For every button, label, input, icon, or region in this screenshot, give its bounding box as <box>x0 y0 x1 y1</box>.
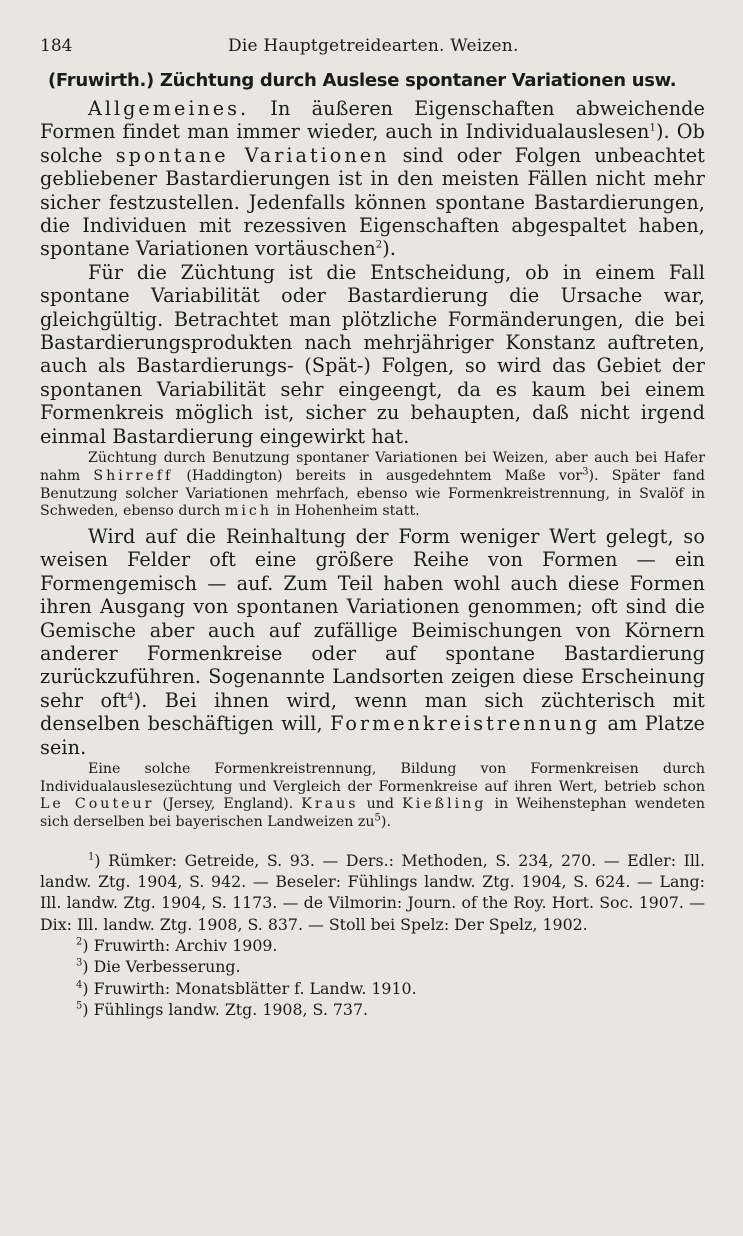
paragraph-3 <box>40 525 705 759</box>
text-run: In äußeren Eigenschaften abweichende Formen findet man immer wieder, auch in Individualauslesen <box>40 97 705 144</box>
running-header <box>40 36 705 66</box>
text-run: ). Ob solche <box>40 120 705 167</box>
text-run: (Jersey, England). <box>154 796 302 813</box>
text-run: ). Später fand Benutzung solcher Variationen mehrfach, ebenso wie Formenkreistrennung, in Svalöf in Schweden, ebenso durch <box>40 467 705 520</box>
footnote-text: Die Verbesserung. <box>93 957 241 977</box>
text-run: in Weihenstephan wendeten sich derselben bei bayerischen Landweizen zu <box>40 796 705 831</box>
text-run: am Platze sein. <box>40 712 705 759</box>
footnote-ref-5: 5 <box>374 812 381 824</box>
paragraph-1 <box>40 97 705 261</box>
footnote-text: Fruwirth: Archiv 1909. <box>93 935 278 955</box>
footnote-2: $^2$) Fruwirth: Archiv 1909. <box>76 935 278 955</box>
footnote-5: $^5$) Fühlings landw. Ztg. 1908, S. 737. <box>76 999 369 1019</box>
person-name: Shirreff <box>93 467 174 484</box>
footnote-mark: 3 <box>76 958 83 969</box>
person-name: mich <box>224 503 272 520</box>
running-title: Die Hauptgetreidearten. Weizen. <box>228 36 519 56</box>
section-title: (Fruwirth.) Züchtung durch Auslese spontaner Variationen usw. <box>48 70 677 91</box>
footnote-text: Fruwirth: Monatsblätter f. Landw. 1910. <box>93 978 417 998</box>
text-run: ). Bei ihnen wird, wenn man sich züchterisch mit denselben beschäftigen will, <box>40 688 705 736</box>
main-text-2 <box>40 525 705 759</box>
footnote-ref-3: 3 <box>582 466 589 478</box>
footnote-mark: 1 <box>88 851 95 863</box>
person-name: Kießling <box>402 796 487 813</box>
text-run: Eine solche Formenkreistrennung, Bildung von Formenkreisen durch Individualauslesezüchtung und Vergleich der Formenkreise auf ihren Wert, betrieb schon <box>40 760 705 795</box>
footnote-1: $^1$) Rümker: Getreide, S. 93. — Ders.: Methoden, S. 234, 270. — Edler: Ill. landw. Ztg. 1904, S. 942. — Beseler: Fühlings landw. Ztg. 1904, S. 624. — Lang: Ill. landw. Ztg. 1904, S. 1173. — de Vilmorin: Journ. of the Roy. Hort. Soc. 1907. — Dix: Ill. landw. Ztg. 1908, S. 837. — Stoll bei Spelz: Der Spelz, 1902. <box>40 850 706 934</box>
footnote-ref-1: 1 <box>649 123 656 135</box>
text-run: Wird auf die Reinhaltung der Form weniger Wert gelegt, so weisen Felder oft eine größere Reihe von Formen — ein Formengemisch — auf. Zum Teil haben wohl auch diese Formen ihren Ausgang von spontanen Variationen genommen; oft sind die Gemische aber auch auf zufällige Beimischungen von Körnern anderer Formenkreise oder auf spontane Bastardierung zurückzuführen. Sogenannte Landsorten zeigen diese Erscheinung sehr oft <box>40 524 705 712</box>
small-print-1 <box>40 450 705 521</box>
person-name: Kraus <box>301 796 359 813</box>
page-number: 184 <box>40 36 73 56</box>
footnote-text: Rümker: Getreide, S. 93. — Ders.: Methoden, S. 234, 270. — Edler: Ill. landw. Ztg. 1904, S. 942. — Beseler: Fühlings landw. Ztg. 1904, S. 624. — Lang: Ill. landw. Ztg. 1904, S. 1173. — de Vilmorin: Journ. of the Roy. Hort. Soc. 1907. — Dix: Ill. landw. Ztg. 1908, S. 837. — Stoll bei Spelz: Der Spelz, 1902. <box>40 850 706 934</box>
text-run: Züchtung durch Benutzung spontaner Variationen bei Weizen, aber auch bei Hafer nahm <box>40 450 705 484</box>
text-run: ). <box>380 814 391 831</box>
text-run: in Hohenheim statt. <box>272 503 420 520</box>
footnote-text: Fühlings landw. Ztg. 1908, S. 737. <box>93 999 369 1019</box>
text-run: (Haddington) bereits in ausgedehntem Maße vor <box>173 467 583 484</box>
footnote-mark: 4 <box>76 979 83 991</box>
small-paragraph-1 <box>40 450 705 521</box>
text-run: ). <box>382 237 397 261</box>
small-paragraph-2 <box>40 761 705 832</box>
footnote-3: $^3$) Die Verbesserung. <box>76 957 241 977</box>
spaced-term: Formenkreistrennung <box>330 712 601 736</box>
paragraph-2: Für die Züchtung ist die Entscheidung, ob in einem Fall spontane Variabilität oder Bastardierung die Ursache war, gleichgültig. Betrachtet man plötzliche Formänderungen, die bei Bastardierungsprodukten nach mehrjähriger Konstanz auftreten, auch als Bastardierungs- (Spät-) Folgen, so wird das Gebiet der spontanen Variabilität sehr eingeengt, da es kaum bei einem Formenkreis möglich ist, sicher zu behaupten, daß nicht irgend einmal Bastardierung eingewirkt hat. <box>40 260 705 448</box>
main-text <box>40 97 705 448</box>
text-run: sind oder Folgen unbeachtet gebliebener Bastardierungen ist in den meisten Fällen nicht mehr sicher festzustellen. Jedenfalls können spontane Bastardierungen, die Individuen mit rezessiven Eigenschaften abgespaltet haben, spontane Variationen vortäuschen <box>40 143 705 261</box>
person-name: Le Couteur <box>40 796 155 813</box>
footnote-ref-4: 4 <box>127 691 134 703</box>
book-page <box>0 36 743 1236</box>
footnote-4: $^4$) Fruwirth: Monatsblätter f. Landw. 1910. <box>76 978 417 998</box>
spaced-lead: Allgemeines. <box>88 97 250 120</box>
footnote-mark: 5 <box>76 1000 83 1012</box>
footnote-ref-2: 2 <box>375 240 383 252</box>
text-run: und <box>358 796 403 813</box>
spaced-term: spontane Variationen <box>115 143 390 167</box>
footnotes <box>40 850 705 1020</box>
small-print-2 <box>40 761 705 832</box>
footnote-mark: 2 <box>76 936 83 948</box>
